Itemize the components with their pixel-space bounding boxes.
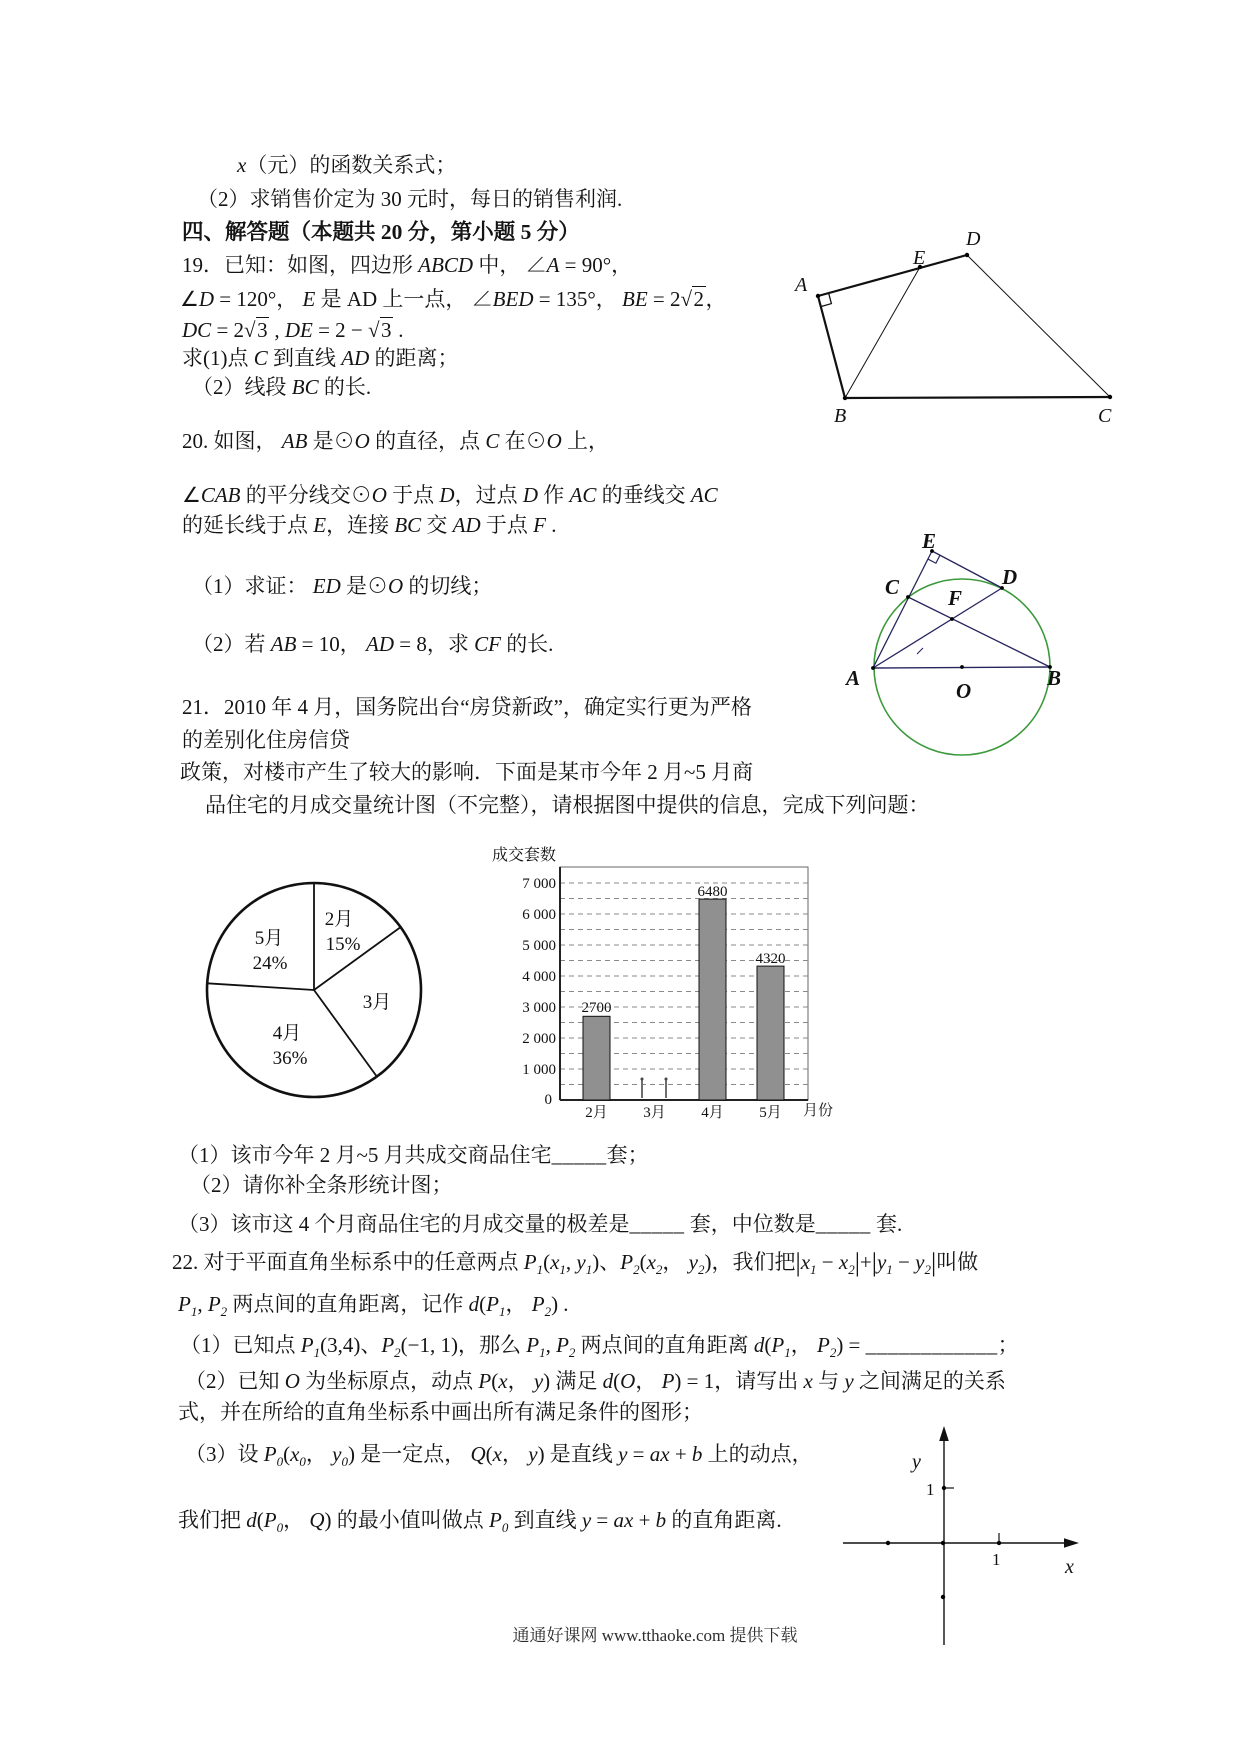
bar-y-axis-title: 成交套数 xyxy=(492,847,557,864)
bar-mar-hint-dot-right xyxy=(665,1078,668,1081)
p21-line-2: 的差别化住房信贷 xyxy=(182,728,350,752)
fig19-point-B xyxy=(843,396,847,400)
bar-value-may: 4320 xyxy=(755,951,786,967)
fig20-label-B: B xyxy=(1047,666,1062,690)
bar-value-feb: 2700 xyxy=(581,1000,612,1016)
axes-dot-minus1-y xyxy=(941,1595,945,1599)
bar-ytick-2000: 2 000 xyxy=(522,1031,556,1047)
fig20-label-A: A xyxy=(846,666,861,690)
axes-num-1-y: 1 xyxy=(926,1480,935,1499)
pie-pct-apr: 36% xyxy=(272,1048,308,1069)
p22-line-7: 我们把 $d(P_0$， Q) 的最小值叫做点 $P_0$ 到直线 y = ax + b 的直角距离. xyxy=(178,1508,782,1535)
p20-line-5: （2）若 AB = 10， AD = 8，求 CF 的长. xyxy=(192,632,554,656)
bar-chart-monthly-sales xyxy=(480,840,840,1130)
bar-value-apr: 6480 xyxy=(697,884,728,900)
fig19-point-C xyxy=(1108,395,1112,399)
fig19-side-DC xyxy=(967,255,1110,397)
p22-line-6: （3）设 $P_0(x_0$， $y_0$) 是一定点， Q(x， y) 是直线 y = ax + b 上的动点， xyxy=(185,1442,813,1469)
fig19-side-BC xyxy=(845,397,1110,398)
p19-line-3: DC = 2√3 , DE = 2 − √3 . xyxy=(182,318,404,342)
p20-line-3: 的延长线于点 E，连接 BC 交 AD 于点 F . xyxy=(182,513,557,537)
section-4-header: 四、解答题（本题共 20 分，第小题 5 分） xyxy=(182,220,580,244)
axes-label-x: x xyxy=(1065,1556,1074,1578)
fig19-label-B: B xyxy=(834,405,847,427)
pie-pct-feb: 15% xyxy=(325,934,361,955)
bar-xtick-may: 5月 xyxy=(759,1105,782,1121)
axes-x-arrow xyxy=(1064,1538,1079,1547)
pie-label-feb: 2月 xyxy=(324,909,354,930)
bar-ytick-7000: 7 000 xyxy=(522,876,556,892)
p22-line-3: （1）已知点 $P_1(3,4)$、$P_2(-1$, 1)，那么 $P_1$, $P_2$ 两点间的直角距离 $d(P_1$， $P_2$) = ____________； xyxy=(180,1333,1019,1360)
bar-ytick-1000: 1 000 xyxy=(522,1062,556,1078)
fig20-point-O xyxy=(960,665,964,669)
axes-dot-minus1-x xyxy=(886,1541,890,1545)
fig20-label-O: O xyxy=(956,679,972,703)
p19-line-5: （2）线段 BC 的长. xyxy=(192,375,372,399)
pie-label-mar: 3月 xyxy=(362,992,392,1013)
fig19-label-A: A xyxy=(795,274,808,296)
bar-mar-hint-dot-left xyxy=(641,1078,644,1081)
pie-chart-monthly-sales xyxy=(190,865,440,1110)
p20-line-1: 20. 如图， AB 是⊙O 的直径，点 C 在⊙O 上， xyxy=(182,429,610,453)
axes-dot-origin xyxy=(941,1541,945,1545)
p22-line-5: 式，并在所给的直角坐标系中画出所有满足条件的图形； xyxy=(178,1400,703,1424)
fig19-label-D: D xyxy=(966,228,981,250)
bar-ytick-6000: 6 000 xyxy=(522,907,556,923)
fig19-point-A xyxy=(816,294,820,298)
intro-line-2: （2）求销售价定为 30 元时，每日的销售利润. xyxy=(197,187,623,211)
fig20-label-C: C xyxy=(885,575,900,599)
fig20-point-C xyxy=(906,595,910,599)
figure-20-circle xyxy=(840,515,1085,765)
p21-line-4: 品住宅的月成交量统计图（不完整），请根据图中提供的信息，完成下列问题： xyxy=(205,793,930,817)
p21-question-3: （3）该市这 4 个月商品住宅的月成交量的极差是_____ 套，中位数是_____ 套. xyxy=(178,1212,903,1236)
bar-apr xyxy=(699,899,726,1100)
pie-pct-may: 24% xyxy=(252,953,288,974)
p21-line-3: 政策，对楼市产生了较大的影响．下面是某市今年 2 月~5 月商 xyxy=(180,760,754,784)
p20-line-2: ∠CAB 的平分线交⊙O 于点 D，过点 D 作 AC 的垂线交 AC xyxy=(182,483,718,507)
fig20-label-E: E xyxy=(922,529,937,553)
bar-ytick-0: 0 xyxy=(544,1092,552,1108)
p21-question-2: （2）请你补全条形统计图； xyxy=(190,1173,453,1197)
fig20-line-ED xyxy=(932,551,1002,588)
pie-label-may: 5月 xyxy=(254,928,284,949)
fig20-label-D: D xyxy=(1002,565,1018,589)
fig20-point-F xyxy=(950,617,954,621)
bar-xtick-apr: 4月 xyxy=(701,1105,724,1121)
fig20-label-F: F xyxy=(948,586,963,610)
fig19-segment-BE xyxy=(845,267,920,398)
p20-line-4: （1）求证： ED 是⊙O 的切线； xyxy=(192,574,493,598)
pie-label-apr: 4月 xyxy=(272,1023,302,1044)
fig20-line-BC xyxy=(908,597,1050,667)
p22-line-4: （2）已知 O 为坐标原点，动点 P(x， y) 满足 d(O， P) = 1，请写出 x 与 y 之间满足的关系 xyxy=(185,1369,1006,1393)
axes-y-arrow xyxy=(939,1426,949,1441)
p19-line-4: 求(1)点 C 到直线 AD 的距离； xyxy=(182,346,459,370)
bar-x-axis-title: 月份 xyxy=(802,1103,834,1119)
p22-line-1: 22. 对于平面直角坐标系中的任意两点 $P_1(x_1$, $y_1$)、$P_2(x_2$， $y_2$)，我们把$|x_1 - x_2|+|y_1 - y_2|$叫做 xyxy=(172,1248,979,1277)
p19-line-1: 19．已知：如图，四边形 ABCD 中， ∠A = 90°， xyxy=(182,253,633,277)
p21-question-1: （1）该市今年 2 月~5 月共成交商品住宅_____套； xyxy=(178,1143,649,1167)
bar-xtick-mar: 3月 xyxy=(643,1105,666,1121)
page-footer: 通通好课网 www.tthaoke.com 提供下载 xyxy=(512,1626,798,1645)
intro-line-1: x（元）的函数关系式； xyxy=(237,153,457,177)
fig20-point-A xyxy=(871,666,875,670)
fig19-point-D xyxy=(965,253,969,257)
bar-ytick-5000: 5 000 xyxy=(522,938,556,954)
bar-may xyxy=(757,966,784,1100)
fig19-side-AB xyxy=(818,296,845,398)
figure-19-quadrilateral xyxy=(780,215,1130,425)
fig19-side-AD xyxy=(818,255,967,296)
bar-xtick-feb: 2月 xyxy=(585,1105,608,1121)
bar-ytick-4000: 4 000 xyxy=(522,969,556,985)
p21-line-1: 21．2010 年 4 月，国务院出台“房贷新政”，确定实行更为严格 xyxy=(182,695,752,719)
axes-num-1-x: 1 xyxy=(992,1550,1001,1569)
fig20-angle-tick xyxy=(917,648,923,654)
bar-ytick-3000: 3 000 xyxy=(522,1000,556,1016)
fig19-label-E: E xyxy=(913,247,926,269)
fig19-label-C: C xyxy=(1098,405,1112,427)
p19-line-2: ∠D = 120°， E 是 AD 上一点， ∠BED = 135°， BE = 2√2， xyxy=(180,287,727,311)
axes-label-y: y xyxy=(912,1451,921,1473)
p22-line-2: $P_1$, $P_2$ 两点间的直角距离，记作 $d(P_1$， $P_2$) . xyxy=(178,1292,569,1319)
fig20-line-AD xyxy=(873,588,1002,668)
bar-feb xyxy=(583,1016,610,1100)
